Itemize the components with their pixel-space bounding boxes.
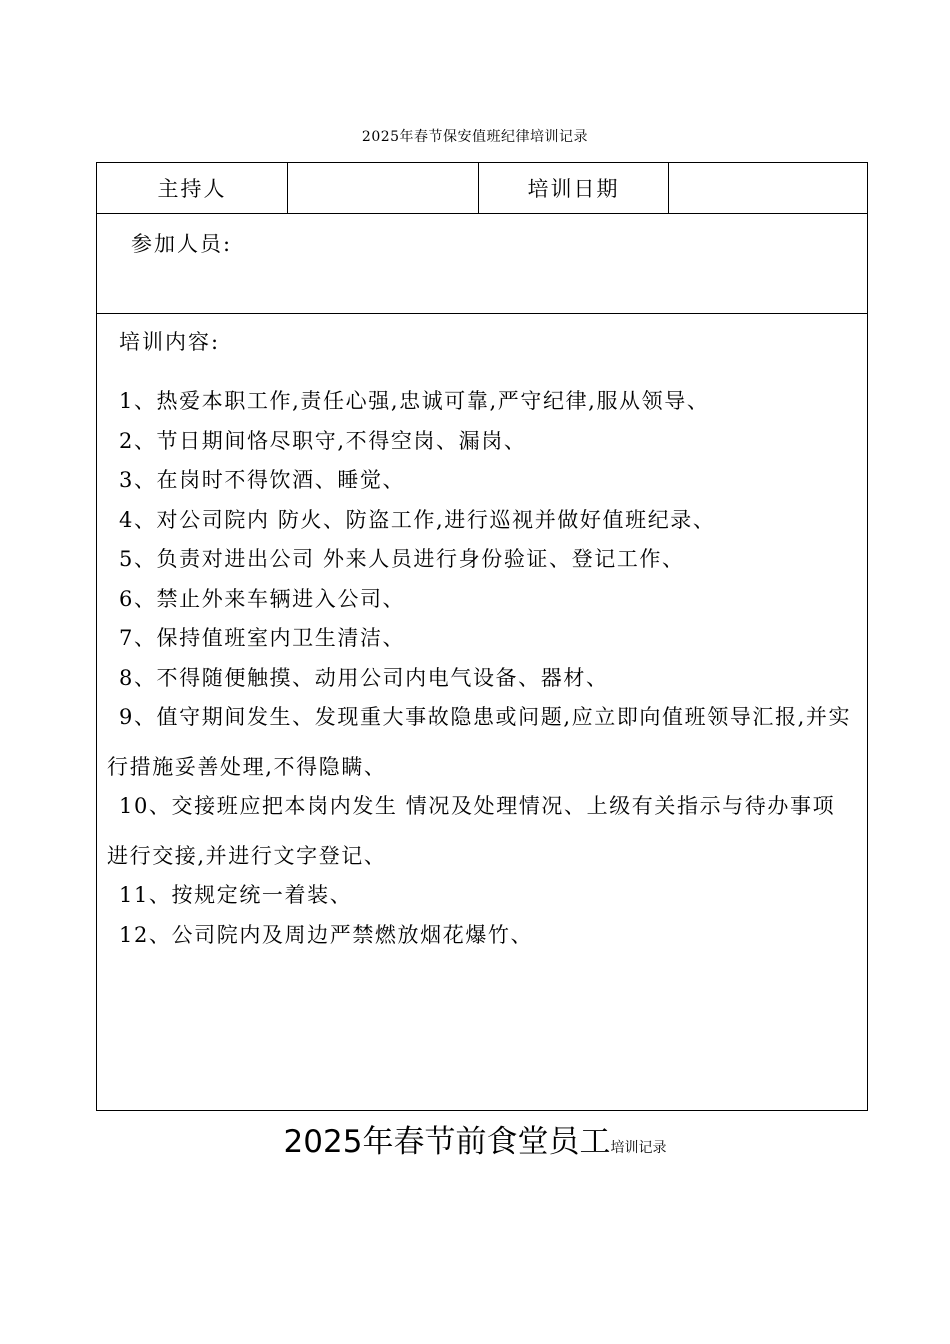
content-items bbox=[107, 377, 857, 960]
host-label: 主持人 bbox=[97, 163, 288, 213]
content-item: 2、节日期间恪尽职守,不得空岗、漏岗、 bbox=[119, 428, 527, 453]
training-record-table bbox=[96, 162, 868, 1111]
content-item: 11、按规定统一着装、 bbox=[119, 883, 353, 907]
content-item: 5、负责对进出公司 外来人员进行身份验证、登记工作、 bbox=[119, 547, 685, 571]
content-item: 1、热爱本职工作,责任心强,忠诚可靠,严守纪律,服从领导、 bbox=[119, 389, 710, 413]
content-item: 12、公司院内及周边严禁燃放烟花爆竹、 bbox=[119, 922, 534, 947]
date-label: 培训日期 bbox=[479, 163, 669, 213]
document-title: 2025年春节保安值班纪律培训记录 bbox=[361, 129, 589, 145]
date-value bbox=[669, 163, 867, 213]
content-item: 8、不得随便触摸、动用公司内电气设备、器材、 bbox=[119, 665, 609, 690]
content-label: 培训内容: bbox=[119, 330, 221, 354]
content-item: 6、禁止外来车辆进入公司、 bbox=[119, 586, 406, 611]
next-document-title bbox=[0, 1116, 950, 1161]
content-item: 7、保持值班室内卫生清洁、 bbox=[119, 626, 406, 650]
next-title-small: 培训记录 bbox=[610, 1140, 667, 1156]
content-item: 10、交接班应把本岗内发生 情况及处理情况、上级有关指示与待办事项进行交接,并进行文字登记、 bbox=[107, 794, 836, 868]
content-item: 3、在岗时不得饮酒、睡觉、 bbox=[119, 468, 406, 492]
next-title-large: 2025年春节前食堂员工 bbox=[283, 1124, 611, 1160]
host-value bbox=[288, 163, 479, 213]
participants-row bbox=[97, 214, 867, 314]
content-row bbox=[97, 314, 867, 1110]
participants-label: 参加人员: bbox=[131, 232, 233, 256]
content-item: 4、对公司院内 防火、防盗工作,进行巡视并做好值班纪录、 bbox=[119, 507, 716, 532]
header-row bbox=[97, 163, 867, 214]
content-item: 9、值守期间发生、发现重大事故隐患或问题,应立即向值班领导汇报,并实行措施妥善处理,不得隐瞒、 bbox=[107, 705, 852, 779]
